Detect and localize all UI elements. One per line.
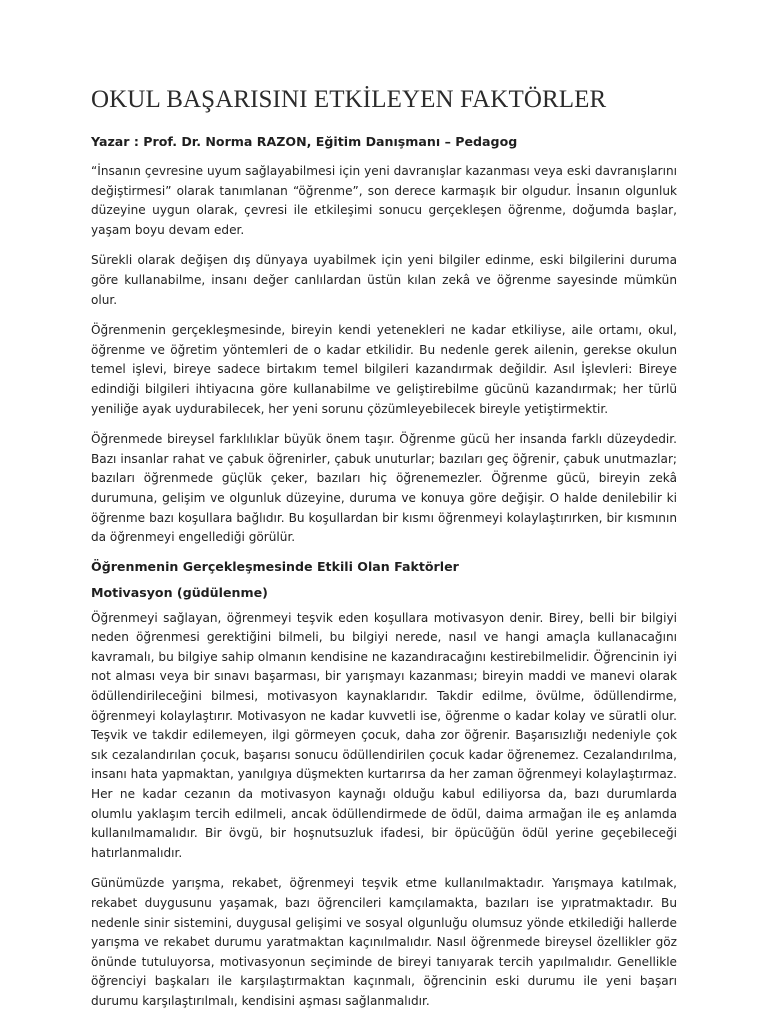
paragraph-family-school: Öğrenmenin gerçekleşmesinde, bireyin kendi yetenekleri ne kadar etkiliyse, aile ortamı, okul, öğrenme ve öğretim yöntemleri de o kadar etkilidir. Bu nedenle gerek ailenin, gerekse okulun temel işlevi, bireye sadece birtakım temel bilgileri kazandırmak değildir. Asıl İşlevleri: Bireye edindiği bilgileri ihtiyacına göre kullanabilme ve geliştirebilme gücünü kazandırmak; her türlü yeniliğe ayak uydurabilecek, her yeni sorunu çözümleyebilecek bireyle yetiştirmektir. bbox=[91, 323, 677, 416]
page-title: OKUL BAŞARISINI ETKİLEYEN FAKTÖRLER bbox=[91, 86, 607, 113]
paragraph-adaptation: Sürekli olarak değişen dış dünyaya uyabilmek için yeni bilgiler edinme, eski bilgilerini duruma göre kullanabilme, insanı değer canlılardan üstün kılan zekâ ve öğrenme sayesinde mümkün olur. bbox=[91, 253, 677, 307]
paragraph-motivation: Öğrenmeyi sağlayan, öğrenmeyi teşvik eden koşullara motivasyon denir. Birey, belli bir bilgiyi neden öğrenmesi gerektiğini bilmeli, bu bilgiyi nerede, nasıl ve hangi amaçla kullanacağını kavramalı, bu bilgiye sahip olmanın kendisine ne kazandıracağını kestirebilmelidir. Öğrencinin iyi not alması veya bir sınavı başarması, bir yarışmayı kazanması; bireyin maddi ve manevi olarak ödüllendirileceğini bilmesi, motivasyon kaynaklarıdır. Takdir edilme, övülme, ödüllendirme, öğrenmeyi kolaylaştırır. Motivasyon ne kadar kuvvetli ise, öğrenme o kadar kolay ve süratli olur. Teşvik ve takdir edilemeyen, ilgi görmeyen çocuk, daha zor öğrenir. Başarısızlığı nedeniyle çok sık cezalandırılan çocuk, başarısı sonucu ödüllendirilen çocuk kadar öğrenemez. Cezalandırılma, insanı hata yapmaktan, yanılgıya düşmekten kurtarırsa da her zaman öğrenmeyi kolaylaştırmaz. Her ne kadar cezanın da motivasyon kaynağı olduğu kabul ediliyorsa da, bazı durumlarda olumlu yaklaşım tercih edilmeli, ancak ödüllendirmede de ödül, daima armağan ile eş anlamda kullanılmamalıdır. Bir övgü, bir hoşnutsuzluk ifadesi, bir öpücüğün ödül yerine geçebileceği hatırlanmalıdır. bbox=[91, 610, 677, 860]
paragraph-competition: Günümüzde yarışma, rekabet, öğrenmeyi teşvik etme kullanılmaktadır. Yarışmaya katılmak, rekabet duygusunu yaşamak, bazı öğrencileri kamçılamakta, bazıları ise yıpratmaktadır. Bu nedenle sinir sistemini, duygusal gelişimi ve sosyal olgunluğu olumsuz yönde etkilediği hallerde yarışma ve rekabet durumu yaratmaktan kaçınılmalıdır. Nasıl öğrenmede bireysel özellikler göz önünde tutuluyorsa, motivasyonun seçiminde de bireyi tanıyarak tercih yapılmalıdır. Genellikle öğrenciyi başkaları ile karşılaştırmaktan kaçınmalı, öğrencinin eski durumu ile yeni başarı durumu karşılaştırılmalı, kendisini aşması sağlanmalıdır. bbox=[91, 876, 677, 1008]
paragraph-intro: “İnsanın çevresine uyum sağlayabilmesi için yeni davranışlar kazanması veya eski davranışlarını değiştirmesi” olarak tanımlanan “öğrenme”, son derece karmaşık bir olgudur. İnsanın olgunluk düzeyine uygun olarak, çevresi ile etkileşimi sonucu gerçekleşen öğrenme, doğumda başlar, yaşam boyu devam eder. bbox=[91, 164, 677, 237]
section-heading: Öğrenmenin Gerçekleşmesinde Etkili Olan Faktörler bbox=[91, 558, 459, 574]
author-line: Yazar : Prof. Dr. Norma RAZON, Eğitim Danışmanı – Pedagog bbox=[91, 134, 518, 149]
paragraph-individual-differences: Öğrenmede bireysel farklılıklar büyük önem taşır. Öğrenme gücü her insanda farklı düzeydedir. Bazı insanlar rahat ve çabuk öğrenirler, çabuk unuturlar; bazıları geç öğrenir, çabuk unutmazlar; bazıları öğrenmede güçlük çeker, bazıları hiç öğrenemezler. Öğrenme gücü, bireyin zekâ durumuna, gelişim ve olgunluk düzeyine, duruma ve konuya göre değişir. O halde denilebilir ki öğrenme bazı koşullara bağlıdır. Bu koşullardan bir kısmı öğrenmeyi kolaylaştırırken, bir kısmının da öğrenmeyi engellediği görülür. bbox=[91, 432, 677, 545]
subsection-heading: Motivasyon (güdülenme) bbox=[91, 584, 268, 600]
